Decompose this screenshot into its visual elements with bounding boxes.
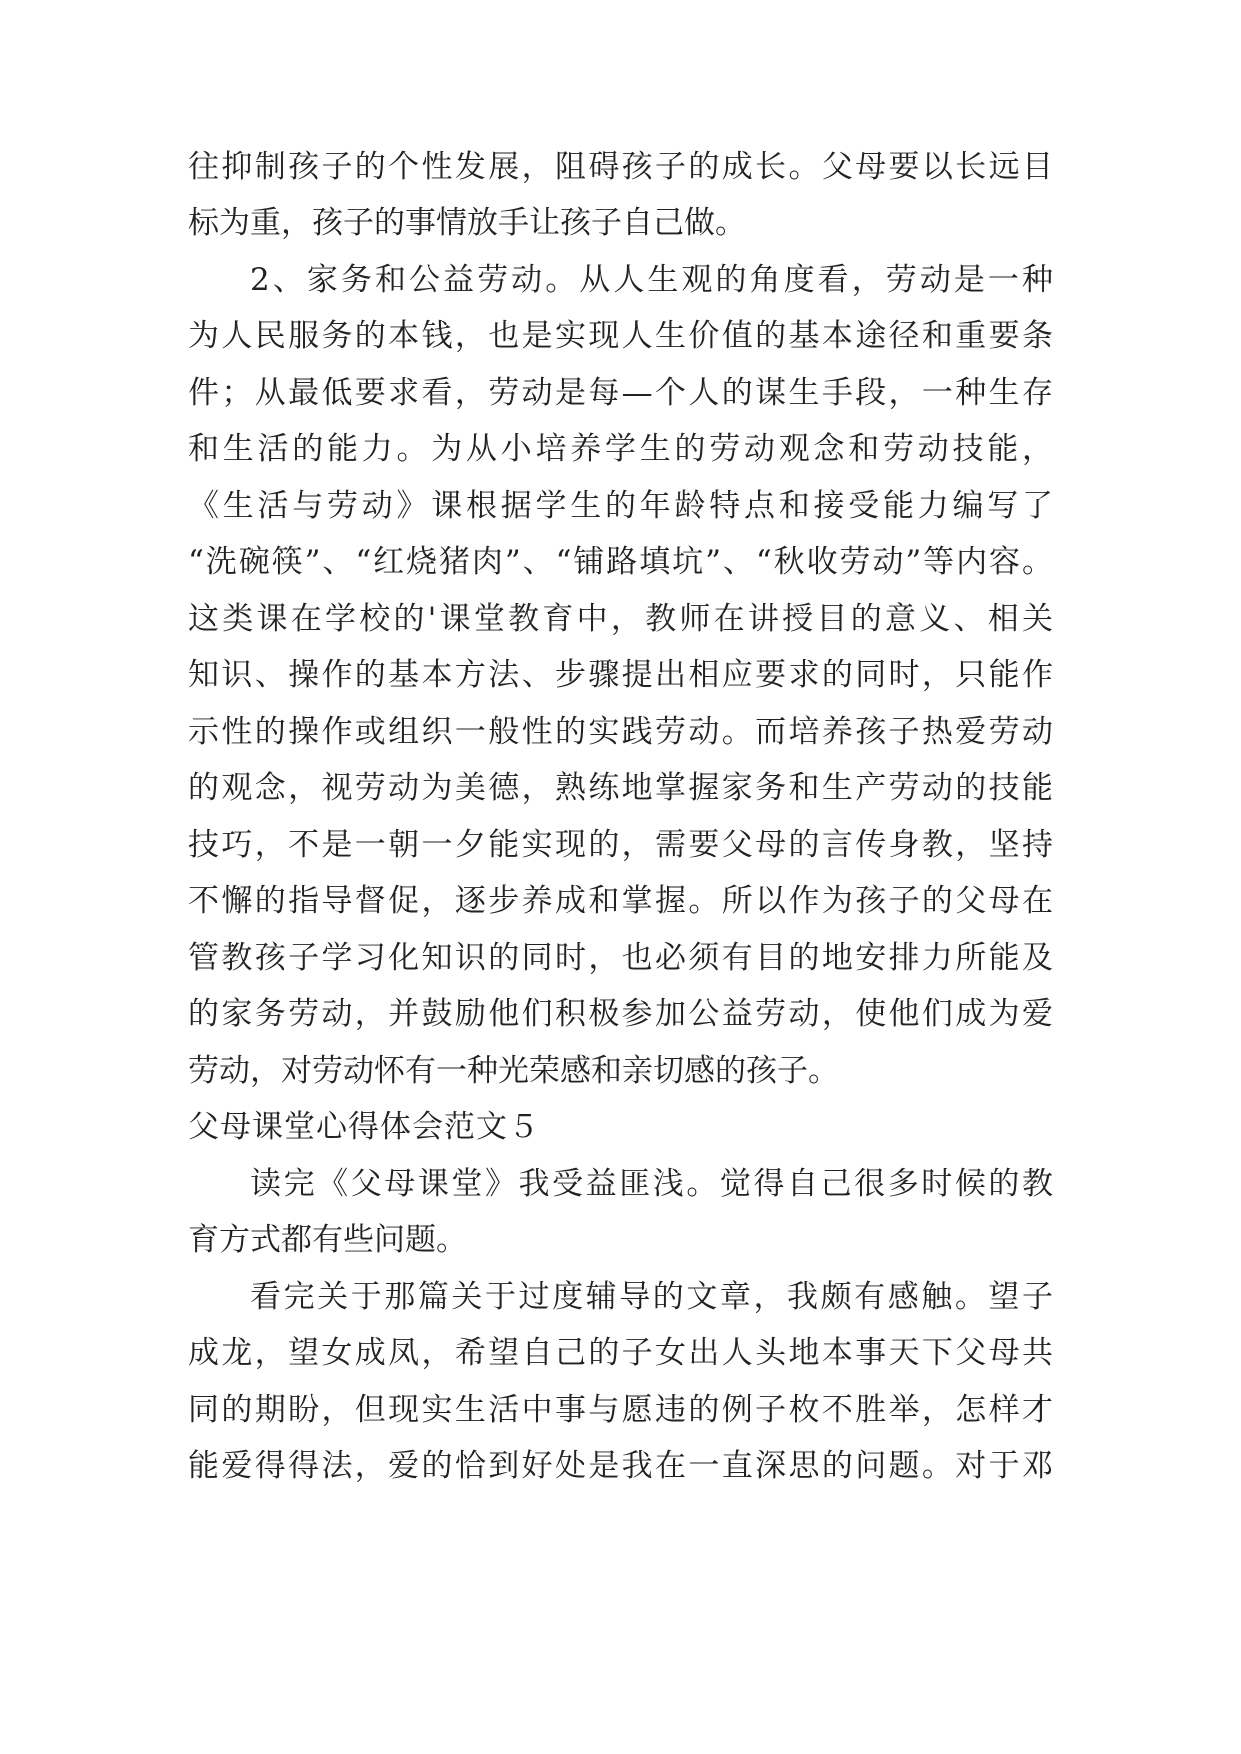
text-line: 2、家务和公益劳动。从人生观的角度看，劳动是一种 (250, 262, 1053, 298)
text-line: 成龙，望女成凤，希望自己的子女出人头地本事天下父母共 (188, 1335, 1053, 1371)
text-line: 和生活的能力。为从小培养学生的劳动观念和劳动技能， (188, 431, 1053, 467)
text-line: 示性的操作或组织一般性的实践劳动。而培养孩子热爱劳动 (188, 714, 1053, 750)
text-line: 往抑制孩子的个性发展，阻碍孩子的成长。父母要以长远目 (188, 149, 1053, 185)
text-line: 劳动，对劳动怀有一种光荣感和亲切感的孩子。 (188, 1053, 839, 1089)
text-line: 育方式都有些问题。 (188, 1222, 467, 1258)
text-line: 能爱得得法，爱的恰到好处是我在一直深思的问题。对于邓 (188, 1448, 1053, 1484)
text-line: 知识、操作的基本方法、步骤提出相应要求的同时，只能作 (188, 657, 1053, 693)
text-line: 这类课在学校的'课堂教育中，教师在讲授目的意义、相关 (188, 601, 1053, 637)
text-line: 《生活与劳动》课根据学生的年龄特点和接受能力编写了 (188, 488, 1053, 524)
text-line: 读完《父母课堂》我受益匪浅。觉得自己很多时候的教 (250, 1166, 1053, 1202)
text-line: 不懈的指导督促，逐步养成和掌握。所以作为孩子的父母在 (188, 883, 1053, 919)
text-line: 标为重，孩子的事情放手让孩子自己做。 (188, 205, 746, 241)
text-line: 技巧，不是一朝一夕能实现的，需要父母的言传身教，坚持 (188, 827, 1053, 863)
text-line: 同的期盼，但现实生活中事与愿违的例子枚不胜举，怎样才 (188, 1392, 1053, 1428)
text-line: 为人民服务的本钱，也是实现人生价值的基本途径和重要条 (188, 318, 1053, 354)
section-heading: 父母课堂心得体会范文５ (188, 1109, 540, 1145)
text-line: 看完关于那篇关于过度辅导的文章，我颇有感触。望子 (250, 1279, 1053, 1315)
text-line: 的家务劳动，并鼓励他们积极参加公益劳动，使他们成为爱 (188, 996, 1053, 1032)
text-line: 件；从最低要求看，劳动是每—个人的谋生手段，一种生存 (188, 375, 1053, 411)
text-line: 的观念，视劳动为美德，熟练地掌握家务和生产劳动的技能 (188, 770, 1053, 806)
text-line: “洗碗筷”、“红烧猪肉”、“铺路填坑”、“秋收劳动”等内容。 (188, 544, 1053, 580)
text-line: 管教孩子学习化知识的同时，也必须有目的地安排力所能及 (188, 940, 1053, 976)
